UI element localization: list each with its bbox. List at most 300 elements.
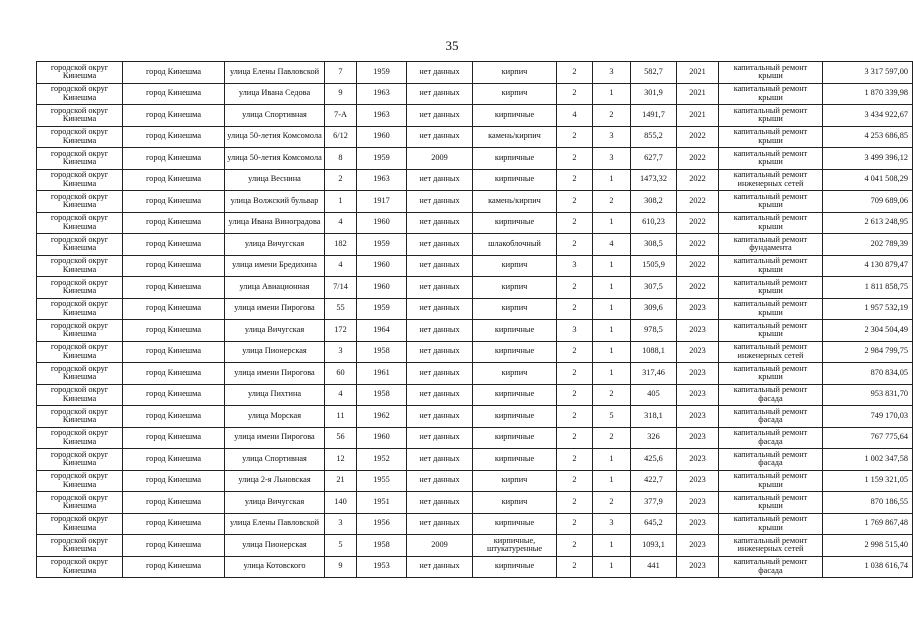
cell-entrances: 2 xyxy=(593,427,631,449)
cell-house-number: 5 xyxy=(325,535,357,557)
cell-municipality: городской округ Кинешма xyxy=(37,384,123,406)
cell-repair-year: 2023 xyxy=(677,535,719,557)
cell-repair-year: 2022 xyxy=(677,126,719,148)
cell-repair-year: 2023 xyxy=(677,449,719,471)
cell-build-year: 1917 xyxy=(357,191,407,213)
cell-street: улица Вичугская xyxy=(225,492,325,514)
cell-repair-year: 2023 xyxy=(677,341,719,363)
cell-cost: 1 002 347,58 xyxy=(823,449,913,471)
cell-cost: 3 317 597,00 xyxy=(823,62,913,84)
cell-municipality: городской округ Кинешма xyxy=(37,234,123,256)
cell-repair-year: 2022 xyxy=(677,255,719,277)
table-row xyxy=(37,126,913,148)
cell-settlement: город Кинешма xyxy=(123,62,225,84)
cell-build-year: 1963 xyxy=(357,169,407,191)
cell-repair-type: капитальный ремонт крыши xyxy=(719,513,823,535)
cell-municipality: городской округ Кинешма xyxy=(37,556,123,578)
cell-repair-type: капитальный ремонт фундамента xyxy=(719,234,823,256)
cell-build-year: 1959 xyxy=(357,148,407,170)
cell-repair-type: капитальный ремонт крыши xyxy=(719,126,823,148)
cell-floors: 2 xyxy=(557,406,593,428)
cell-repair-type: капитальный ремонт фасада xyxy=(719,449,823,471)
cell-build-year: 1960 xyxy=(357,255,407,277)
cell-cost: 202 789,39 xyxy=(823,234,913,256)
cell-floors: 2 xyxy=(557,535,593,557)
cell-area: 377,9 xyxy=(631,492,677,514)
cell-entrances: 1 xyxy=(593,556,631,578)
cell-street: улица Елены Павловской xyxy=(225,62,325,84)
table-row xyxy=(37,535,913,557)
cell-street: улица 50-летия Комсомола xyxy=(225,148,325,170)
cell-settlement: город Кинешма xyxy=(123,513,225,535)
cell-repair-type: капитальный ремонт фасада xyxy=(719,406,823,428)
cell-area: 1491,7 xyxy=(631,105,677,127)
cell-repair-year: 2022 xyxy=(677,277,719,299)
cell-entrances: 1 xyxy=(593,255,631,277)
cell-house-number: 9 xyxy=(325,556,357,578)
cell-cost: 767 775,64 xyxy=(823,427,913,449)
cell-build-year: 1959 xyxy=(357,298,407,320)
cell-settlement: город Кинешма xyxy=(123,234,225,256)
cell-settlement: город Кинешма xyxy=(123,427,225,449)
cell-renovation-year: нет данных xyxy=(407,191,473,213)
cell-wall-material: кирпич xyxy=(473,298,557,320)
cell-cost: 1 957 532,19 xyxy=(823,298,913,320)
cell-wall-material: камень/кирпич xyxy=(473,191,557,213)
cell-renovation-year: нет данных xyxy=(407,234,473,256)
cell-area: 317,46 xyxy=(631,363,677,385)
cell-entrances: 3 xyxy=(593,513,631,535)
cell-area: 1505,9 xyxy=(631,255,677,277)
table-row xyxy=(37,341,913,363)
cell-repair-type: капитальный ремонт крыши xyxy=(719,298,823,320)
cell-repair-type: капитальный ремонт крыши xyxy=(719,191,823,213)
cell-street: улица Авиационная xyxy=(225,277,325,299)
cell-municipality: городской округ Кинешма xyxy=(37,470,123,492)
cell-municipality: городской округ Кинешма xyxy=(37,492,123,514)
cell-repair-type: капитальный ремонт крыши xyxy=(719,363,823,385)
cell-renovation-year: нет данных xyxy=(407,341,473,363)
cell-wall-material: кирпич xyxy=(473,83,557,105)
cell-municipality: городской округ Кинешма xyxy=(37,535,123,557)
cell-build-year: 1958 xyxy=(357,384,407,406)
cell-floors: 3 xyxy=(557,320,593,342)
cell-area: 308,5 xyxy=(631,234,677,256)
cell-cost: 749 170,03 xyxy=(823,406,913,428)
cell-repair-type: капитальный ремонт крыши xyxy=(719,320,823,342)
cell-house-number: 56 xyxy=(325,427,357,449)
cell-house-number: 7-А xyxy=(325,105,357,127)
cell-repair-year: 2023 xyxy=(677,406,719,428)
cell-street: улица Котовского xyxy=(225,556,325,578)
cell-wall-material: кирпич xyxy=(473,470,557,492)
cell-house-number: 7 xyxy=(325,62,357,84)
table-row xyxy=(37,169,913,191)
cell-build-year: 1960 xyxy=(357,427,407,449)
cell-area: 645,2 xyxy=(631,513,677,535)
table-row xyxy=(37,212,913,234)
cell-municipality: городской округ Кинешма xyxy=(37,406,123,428)
cell-street: улица Волжский бульвар xyxy=(225,191,325,213)
cell-entrances: 1 xyxy=(593,169,631,191)
cell-municipality: городской округ Кинешма xyxy=(37,83,123,105)
cell-floors: 2 xyxy=(557,148,593,170)
cell-street: улица Спортивная xyxy=(225,105,325,127)
cell-area: 422,7 xyxy=(631,470,677,492)
table-row xyxy=(37,384,913,406)
cell-floors: 2 xyxy=(557,277,593,299)
cell-settlement: город Кинешма xyxy=(123,470,225,492)
cell-house-number: 3 xyxy=(325,513,357,535)
cell-settlement: город Кинешма xyxy=(123,535,225,557)
cell-renovation-year: нет данных xyxy=(407,492,473,514)
cell-street: улица Спортивная xyxy=(225,449,325,471)
cell-entrances: 5 xyxy=(593,406,631,428)
cell-settlement: город Кинешма xyxy=(123,148,225,170)
cell-area: 309,6 xyxy=(631,298,677,320)
cell-renovation-year: нет данных xyxy=(407,363,473,385)
cell-house-number: 3 xyxy=(325,341,357,363)
cell-renovation-year: нет данных xyxy=(407,83,473,105)
cell-entrances: 2 xyxy=(593,384,631,406)
cell-repair-type: капитальный ремонт инженерных сетей xyxy=(719,535,823,557)
cell-wall-material: кирпичные xyxy=(473,556,557,578)
cell-renovation-year: нет данных xyxy=(407,556,473,578)
cell-wall-material: кирпич xyxy=(473,277,557,299)
cell-wall-material: кирпичные xyxy=(473,341,557,363)
cell-build-year: 1960 xyxy=(357,277,407,299)
cell-repair-type: капитальный ремонт фасада xyxy=(719,427,823,449)
cell-floors: 2 xyxy=(557,62,593,84)
cell-cost: 4 130 879,47 xyxy=(823,255,913,277)
cell-house-number: 4 xyxy=(325,212,357,234)
cell-settlement: город Кинешма xyxy=(123,384,225,406)
cell-entrances: 3 xyxy=(593,148,631,170)
cell-entrances: 3 xyxy=(593,62,631,84)
cell-cost: 2 613 248,95 xyxy=(823,212,913,234)
table-row xyxy=(37,83,913,105)
table-row xyxy=(37,277,913,299)
cell-repair-type: капитальный ремонт крыши xyxy=(719,62,823,84)
table-row xyxy=(37,363,913,385)
cell-renovation-year: нет данных xyxy=(407,298,473,320)
cell-entrances: 1 xyxy=(593,535,631,557)
table-row xyxy=(37,449,913,471)
table-row xyxy=(37,234,913,256)
cell-settlement: город Кинешма xyxy=(123,255,225,277)
cell-settlement: город Кинешма xyxy=(123,277,225,299)
page-number: 35 xyxy=(445,38,459,53)
table-row xyxy=(37,556,913,578)
cell-entrances: 1 xyxy=(593,212,631,234)
cell-repair-year: 2023 xyxy=(677,556,719,578)
cell-build-year: 1956 xyxy=(357,513,407,535)
cell-cost: 4 253 686,85 xyxy=(823,126,913,148)
cell-renovation-year: нет данных xyxy=(407,126,473,148)
cell-repair-year: 2021 xyxy=(677,62,719,84)
cell-repair-year: 2023 xyxy=(677,470,719,492)
cell-entrances: 1 xyxy=(593,470,631,492)
cell-renovation-year: нет данных xyxy=(407,449,473,471)
cell-street: улица Вичугская xyxy=(225,234,325,256)
cell-house-number: 8 xyxy=(325,148,357,170)
cell-street: улица 2-я Льновская xyxy=(225,470,325,492)
cell-municipality: городской округ Кинешма xyxy=(37,277,123,299)
table-row xyxy=(37,148,913,170)
cell-street: улица Елены Павловской xyxy=(225,513,325,535)
cell-repair-type: капитальный ремонт крыши xyxy=(719,105,823,127)
cell-cost: 3 434 922,67 xyxy=(823,105,913,127)
cell-build-year: 1963 xyxy=(357,105,407,127)
cell-wall-material: кирпич xyxy=(473,492,557,514)
cell-repair-type: капитальный ремонт фасада xyxy=(719,384,823,406)
cell-cost: 3 499 396,12 xyxy=(823,148,913,170)
cell-wall-material: шлакоблочный xyxy=(473,234,557,256)
cell-renovation-year: нет данных xyxy=(407,513,473,535)
table-row xyxy=(37,427,913,449)
cell-wall-material: кирпичные xyxy=(473,427,557,449)
cell-settlement: город Кинешма xyxy=(123,556,225,578)
cell-wall-material: камень/кирпич xyxy=(473,126,557,148)
cell-house-number: 7/14 xyxy=(325,277,357,299)
cell-renovation-year: 2009 xyxy=(407,148,473,170)
cell-repair-type: капитальный ремонт крыши xyxy=(719,492,823,514)
cell-renovation-year: нет данных xyxy=(407,427,473,449)
cell-cost: 1 159 321,05 xyxy=(823,470,913,492)
cell-cost: 870 186,55 xyxy=(823,492,913,514)
cell-build-year: 1959 xyxy=(357,234,407,256)
cell-cost: 4 041 508,29 xyxy=(823,169,913,191)
cell-repair-type: капитальный ремонт крыши xyxy=(719,470,823,492)
cell-settlement: город Кинешма xyxy=(123,169,225,191)
cell-house-number: 21 xyxy=(325,470,357,492)
cell-street: улица Ивана Седова xyxy=(225,83,325,105)
cell-house-number: 4 xyxy=(325,255,357,277)
cell-municipality: городской округ Кинешма xyxy=(37,212,123,234)
table-row xyxy=(37,406,913,428)
cell-house-number: 11 xyxy=(325,406,357,428)
cell-repair-type: капитальный ремонт крыши xyxy=(719,212,823,234)
cell-repair-year: 2021 xyxy=(677,105,719,127)
cell-house-number: 55 xyxy=(325,298,357,320)
cell-area: 1473,32 xyxy=(631,169,677,191)
cell-floors: 2 xyxy=(557,191,593,213)
cell-house-number: 182 xyxy=(325,234,357,256)
cell-street: улица Веснина xyxy=(225,169,325,191)
cell-renovation-year: нет данных xyxy=(407,277,473,299)
cell-repair-type: капитальный ремонт крыши xyxy=(719,255,823,277)
cell-municipality: городской округ Кинешма xyxy=(37,298,123,320)
cell-settlement: город Кинешма xyxy=(123,83,225,105)
cell-floors: 2 xyxy=(557,363,593,385)
cell-renovation-year: нет данных xyxy=(407,406,473,428)
cell-entrances: 1 xyxy=(593,449,631,471)
cell-street: улица имени Бредихина xyxy=(225,255,325,277)
cell-renovation-year: нет данных xyxy=(407,212,473,234)
cell-repair-year: 2023 xyxy=(677,298,719,320)
cell-municipality: городской округ Кинешма xyxy=(37,148,123,170)
cell-repair-year: 2022 xyxy=(677,148,719,170)
cell-house-number: 12 xyxy=(325,449,357,471)
cell-wall-material: кирпичные xyxy=(473,212,557,234)
cell-entrances: 2 xyxy=(593,105,631,127)
cell-area: 318,1 xyxy=(631,406,677,428)
cell-settlement: город Кинешма xyxy=(123,126,225,148)
cell-area: 1093,1 xyxy=(631,535,677,557)
cell-street: улица 50-летия Комсомола xyxy=(225,126,325,148)
cell-street: улица Морская xyxy=(225,406,325,428)
cell-municipality: городской округ Кинешма xyxy=(37,191,123,213)
cell-repair-year: 2023 xyxy=(677,513,719,535)
cell-cost: 953 831,70 xyxy=(823,384,913,406)
cell-wall-material: кирпичные xyxy=(473,148,557,170)
cell-cost: 1 811 858,75 xyxy=(823,277,913,299)
cell-entrances: 1 xyxy=(593,363,631,385)
cell-entrances: 1 xyxy=(593,341,631,363)
cell-renovation-year: нет данных xyxy=(407,470,473,492)
cell-renovation-year: нет данных xyxy=(407,255,473,277)
cell-area: 326 xyxy=(631,427,677,449)
cell-build-year: 1959 xyxy=(357,62,407,84)
cell-wall-material: кирпичные xyxy=(473,105,557,127)
cell-settlement: город Кинешма xyxy=(123,449,225,471)
cell-repair-year: 2023 xyxy=(677,384,719,406)
cell-build-year: 1953 xyxy=(357,556,407,578)
cell-cost: 1 769 867,48 xyxy=(823,513,913,535)
cell-wall-material: кирпичные xyxy=(473,320,557,342)
cell-area: 610,23 xyxy=(631,212,677,234)
cell-settlement: город Кинешма xyxy=(123,492,225,514)
cell-house-number: 9 xyxy=(325,83,357,105)
cell-settlement: город Кинешма xyxy=(123,298,225,320)
cell-settlement: город Кинешма xyxy=(123,406,225,428)
cell-municipality: городской округ Кинешма xyxy=(37,105,123,127)
cell-settlement: город Кинешма xyxy=(123,320,225,342)
cell-renovation-year: нет данных xyxy=(407,384,473,406)
cell-cost: 870 834,05 xyxy=(823,363,913,385)
cell-build-year: 1958 xyxy=(357,341,407,363)
cell-floors: 2 xyxy=(557,212,593,234)
cell-floors: 2 xyxy=(557,298,593,320)
cell-entrances: 1 xyxy=(593,277,631,299)
cell-build-year: 1951 xyxy=(357,492,407,514)
cell-build-year: 1960 xyxy=(357,126,407,148)
cell-cost: 709 689,06 xyxy=(823,191,913,213)
cell-area: 855,2 xyxy=(631,126,677,148)
cell-area: 307,5 xyxy=(631,277,677,299)
housing-repair-table xyxy=(36,61,913,578)
cell-build-year: 1960 xyxy=(357,212,407,234)
cell-floors: 2 xyxy=(557,427,593,449)
table-row xyxy=(37,255,913,277)
cell-repair-type: капитальный ремонт крыши xyxy=(719,277,823,299)
cell-build-year: 1952 xyxy=(357,449,407,471)
cell-street: улица имени Пирогова xyxy=(225,363,325,385)
cell-municipality: городской округ Кинешма xyxy=(37,449,123,471)
cell-area: 441 xyxy=(631,556,677,578)
table-row xyxy=(37,470,913,492)
table-row xyxy=(37,320,913,342)
cell-repair-type: капитальный ремонт инженерных сетей xyxy=(719,169,823,191)
cell-street: улица Пионерская xyxy=(225,341,325,363)
cell-street: улица Пионерская xyxy=(225,535,325,557)
cell-area: 301,9 xyxy=(631,83,677,105)
cell-wall-material: кирпич xyxy=(473,363,557,385)
table-row xyxy=(37,298,913,320)
cell-repair-type: капитальный ремонт крыши xyxy=(719,83,823,105)
cell-municipality: городской округ Кинешма xyxy=(37,62,123,84)
cell-repair-year: 2022 xyxy=(677,169,719,191)
cell-floors: 2 xyxy=(557,234,593,256)
cell-repair-year: 2022 xyxy=(677,191,719,213)
cell-floors: 2 xyxy=(557,83,593,105)
cell-build-year: 1955 xyxy=(357,470,407,492)
cell-floors: 4 xyxy=(557,105,593,127)
cell-house-number: 60 xyxy=(325,363,357,385)
cell-wall-material: кирпичные, штукатуренные xyxy=(473,535,557,557)
cell-floors: 2 xyxy=(557,341,593,363)
cell-municipality: городской округ Кинешма xyxy=(37,427,123,449)
cell-area: 405 xyxy=(631,384,677,406)
cell-entrances: 3 xyxy=(593,126,631,148)
cell-repair-type: капитальный ремонт фасада xyxy=(719,556,823,578)
cell-house-number: 4 xyxy=(325,384,357,406)
cell-municipality: городской округ Кинешма xyxy=(37,126,123,148)
cell-wall-material: кирпичные xyxy=(473,384,557,406)
cell-cost: 1 870 339,98 xyxy=(823,83,913,105)
cell-settlement: город Кинешма xyxy=(123,191,225,213)
cell-repair-year: 2023 xyxy=(677,427,719,449)
cell-street: улица Пихтина xyxy=(225,384,325,406)
cell-floors: 2 xyxy=(557,513,593,535)
cell-house-number: 1 xyxy=(325,191,357,213)
cell-repair-year: 2023 xyxy=(677,363,719,385)
cell-area: 582,7 xyxy=(631,62,677,84)
cell-area: 308,2 xyxy=(631,191,677,213)
cell-renovation-year: нет данных xyxy=(407,62,473,84)
cell-renovation-year: нет данных xyxy=(407,169,473,191)
cell-area: 627,7 xyxy=(631,148,677,170)
cell-entrances: 1 xyxy=(593,83,631,105)
cell-street: улица Ивана Виноградова xyxy=(225,212,325,234)
cell-cost: 2 984 799,75 xyxy=(823,341,913,363)
cell-build-year: 1962 xyxy=(357,406,407,428)
cell-renovation-year: 2009 xyxy=(407,535,473,557)
cell-repair-year: 2022 xyxy=(677,234,719,256)
cell-street: улица имени Пирогова xyxy=(225,427,325,449)
cell-build-year: 1963 xyxy=(357,83,407,105)
cell-municipality: городской округ Кинешма xyxy=(37,169,123,191)
cell-entrances: 1 xyxy=(593,298,631,320)
cell-floors: 2 xyxy=(557,169,593,191)
cell-renovation-year: нет данных xyxy=(407,105,473,127)
cell-entrances: 4 xyxy=(593,234,631,256)
cell-repair-year: 2021 xyxy=(677,83,719,105)
cell-repair-year: 2023 xyxy=(677,492,719,514)
cell-wall-material: кирпичные xyxy=(473,449,557,471)
cell-build-year: 1964 xyxy=(357,320,407,342)
cell-municipality: городской округ Кинешма xyxy=(37,341,123,363)
cell-repair-type: капитальный ремонт крыши xyxy=(719,148,823,170)
cell-municipality: городской округ Кинешма xyxy=(37,363,123,385)
cell-settlement: город Кинешма xyxy=(123,105,225,127)
cell-entrances: 1 xyxy=(593,320,631,342)
cell-area: 425,6 xyxy=(631,449,677,471)
cell-repair-type: капитальный ремонт инженерных сетей xyxy=(719,341,823,363)
cell-wall-material: кирпичные xyxy=(473,406,557,428)
cell-house-number: 6/12 xyxy=(325,126,357,148)
cell-house-number: 140 xyxy=(325,492,357,514)
